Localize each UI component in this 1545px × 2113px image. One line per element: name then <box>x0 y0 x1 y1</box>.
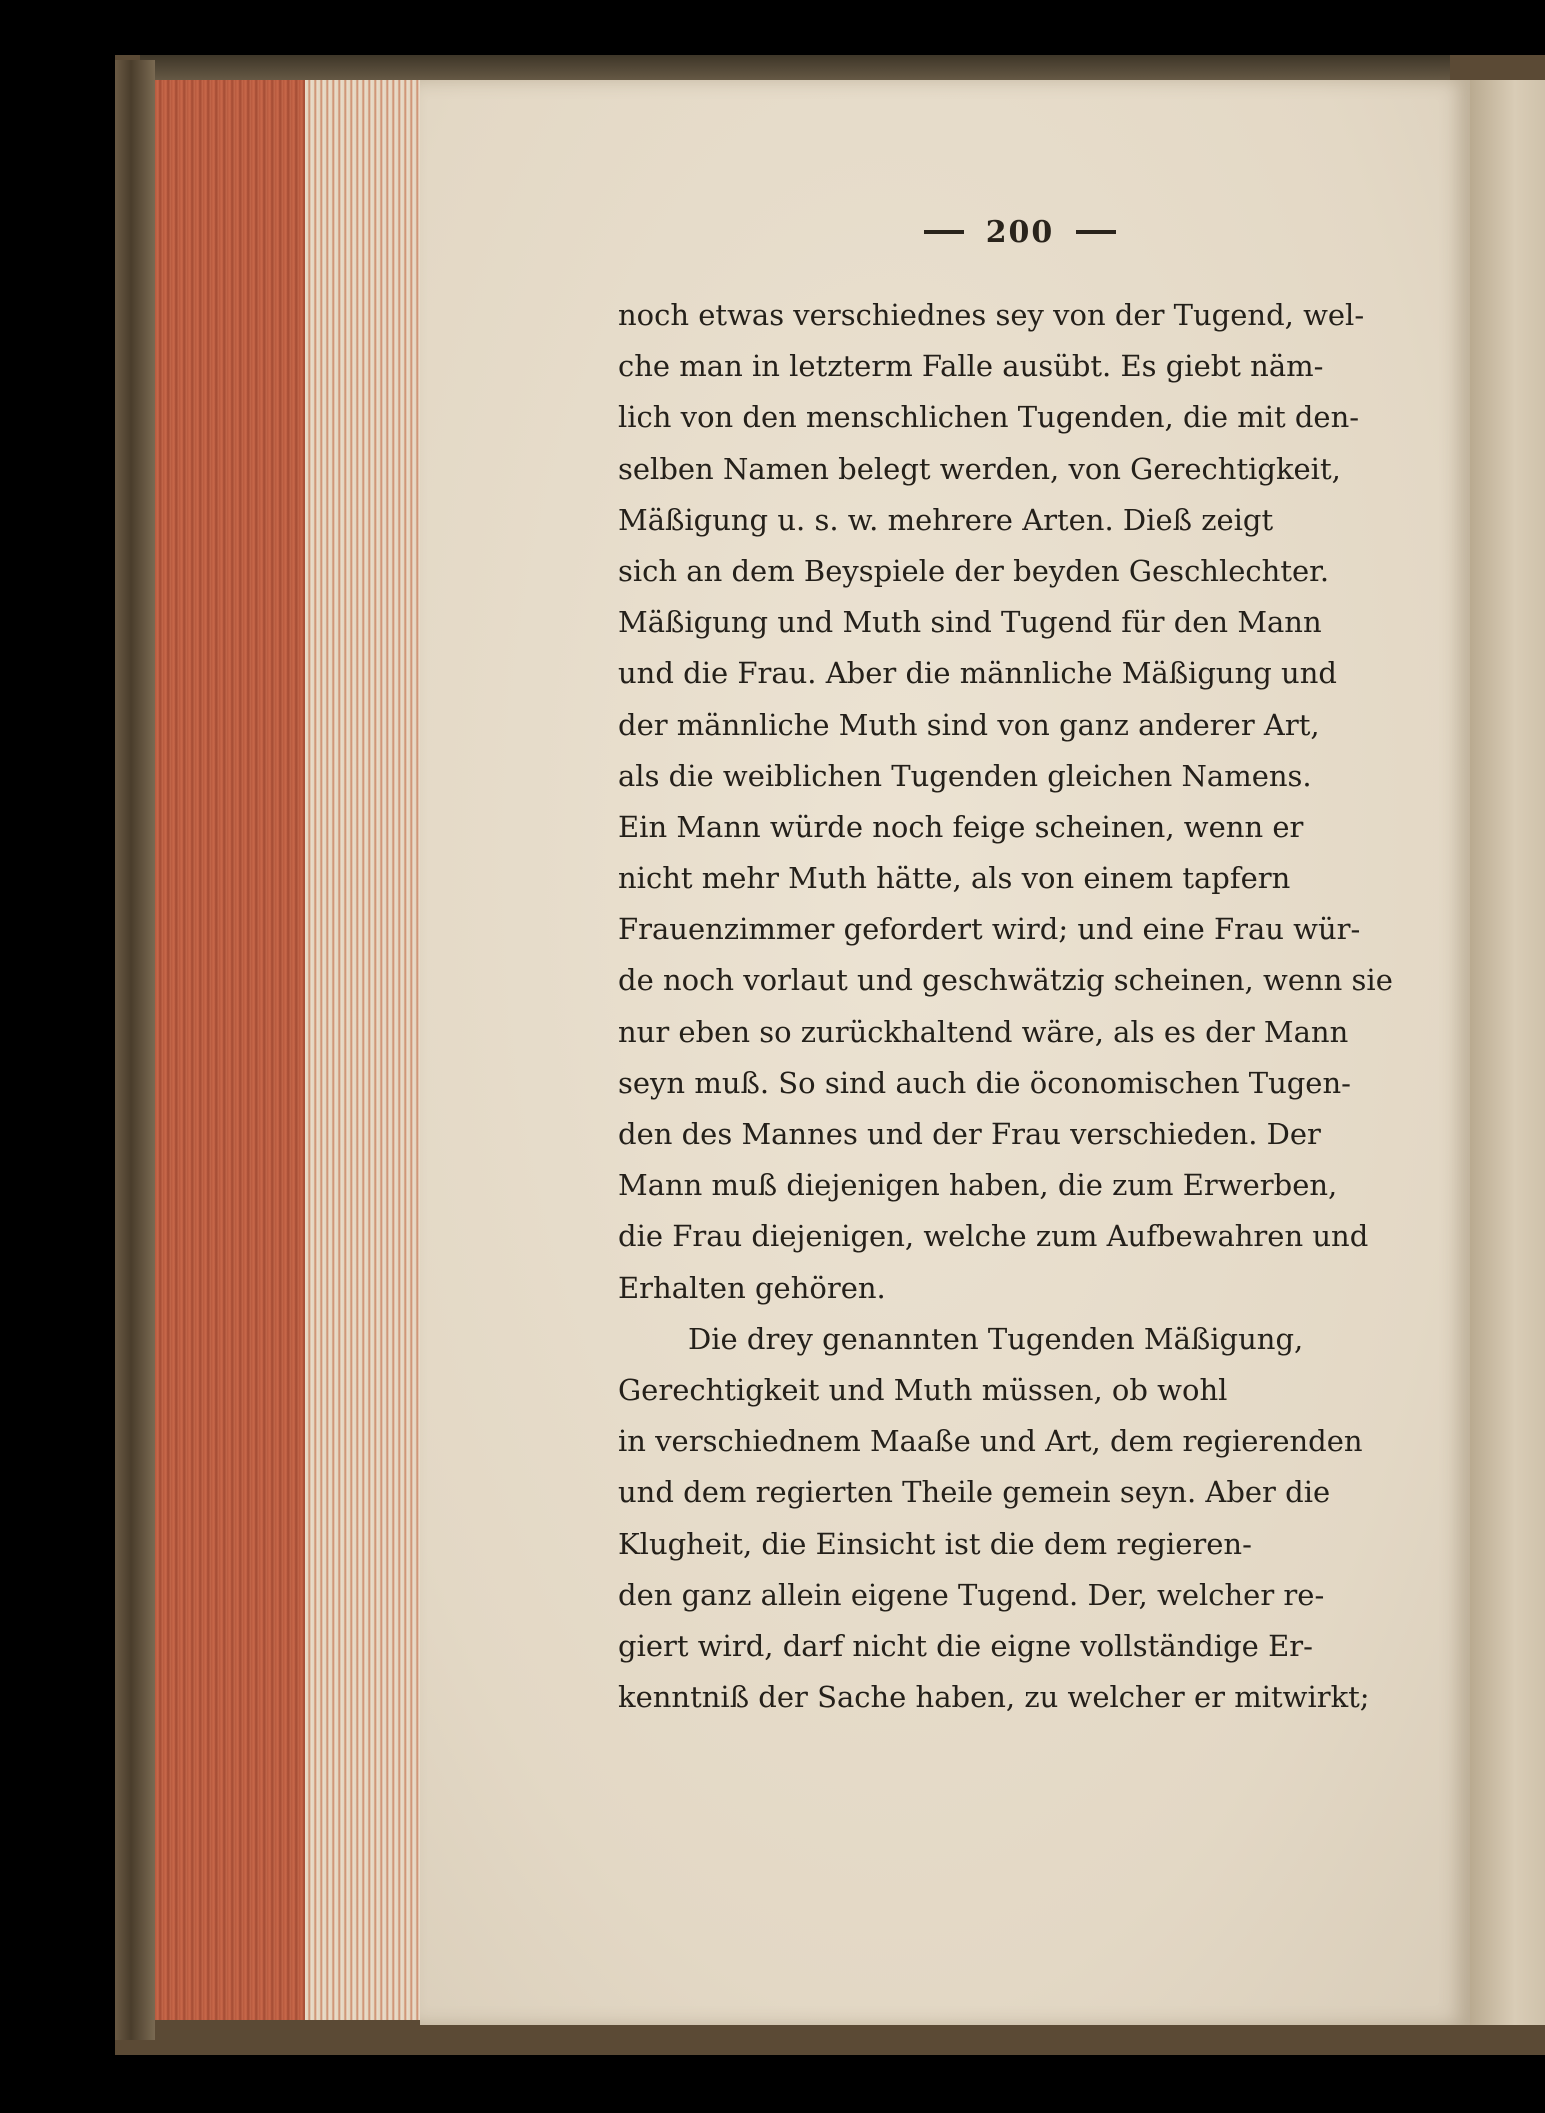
text-line: Ein Mann würde noch feige scheinen, wenn er <box>618 809 1304 844</box>
page-number: 200 <box>985 214 1055 250</box>
book-cover-edge <box>115 60 155 2040</box>
text-line: noch etwas verschiednes sey von der Tugend, wel- <box>618 298 1365 332</box>
text-line: nur eben so zurückhaltend wäre, als es der Mann <box>618 1014 1349 1049</box>
text-line: lich von den menschlichen Tugenden, die mit den- <box>618 400 1360 435</box>
text-line: und die Frau. Aber die männliche Mäßigung und <box>618 656 1337 691</box>
text-line: Mäßigung u. s. w. mehrere Arten. Dieß zeigt <box>618 502 1274 537</box>
text-line: giert wird, darf nicht die eigne vollständige Er- <box>618 1628 1313 1663</box>
text-line: seyn muß. So sind auch die öconomischen Tugen- <box>618 1065 1351 1100</box>
text-line: als die weiblichen Tugenden gleichen Namens. <box>618 758 1312 793</box>
text-line: in verschiednem Maaße und Art, dem regierenden <box>618 1424 1363 1459</box>
text-line: und dem regierten Theile gemein seyn. Aber die <box>618 1475 1331 1510</box>
header-dash-right <box>1076 230 1116 234</box>
next-page-edge <box>1470 80 1545 2025</box>
text-line: Gerechtigkeit und Muth müssen, ob wohl <box>618 1372 1228 1407</box>
page-header <box>900 212 1140 252</box>
page-body-text <box>618 290 1416 1723</box>
text-line: nicht mehr Muth hätte, als von einem tapfern <box>618 861 1291 896</box>
text-line: Mäßigung und Muth sind Tugend für den Mann <box>618 605 1322 640</box>
text-line: Mann muß diejenigen haben, die zum Erwerben, <box>618 1168 1338 1203</box>
text-line: selben Namen belegt werden, von Gerechtigkeit, <box>618 451 1341 486</box>
text-line: de noch vorlaut und geschwätzig scheinen, wenn sie <box>618 963 1393 998</box>
text-line: den ganz allein eigene Tugend. Der, welcher re- <box>618 1577 1325 1612</box>
page-stack <box>305 80 420 2020</box>
text-line: Die drey genannten Tugenden Mäßigung, <box>688 1321 1304 1356</box>
red-page-edges <box>155 80 305 2020</box>
text-line: Frauenzimmer gefordert wird; und eine Frau wür- <box>618 912 1361 947</box>
text-line: Erhalten gehören. <box>618 1270 886 1305</box>
text-line: den des Mannes und der Frau verschieden. Der <box>618 1117 1321 1151</box>
text-line: Klugheit, die Einsicht ist die dem regieren- <box>618 1526 1252 1561</box>
text-line: che man in letzterm Falle ausübt. Es giebt näm- <box>618 349 1324 384</box>
text-line: sich an dem Beyspiele der beyden Geschlechter. <box>618 553 1330 588</box>
text-line: kenntniß der Sache haben, zu welcher er mitwirkt; <box>618 1680 1370 1715</box>
text-line: die Frau diejenigen, welche zum Aufbewahren und <box>618 1219 1369 1254</box>
header-dash-left <box>924 230 964 234</box>
text-line: der männliche Muth sind von ganz anderer Art, <box>618 707 1320 742</box>
